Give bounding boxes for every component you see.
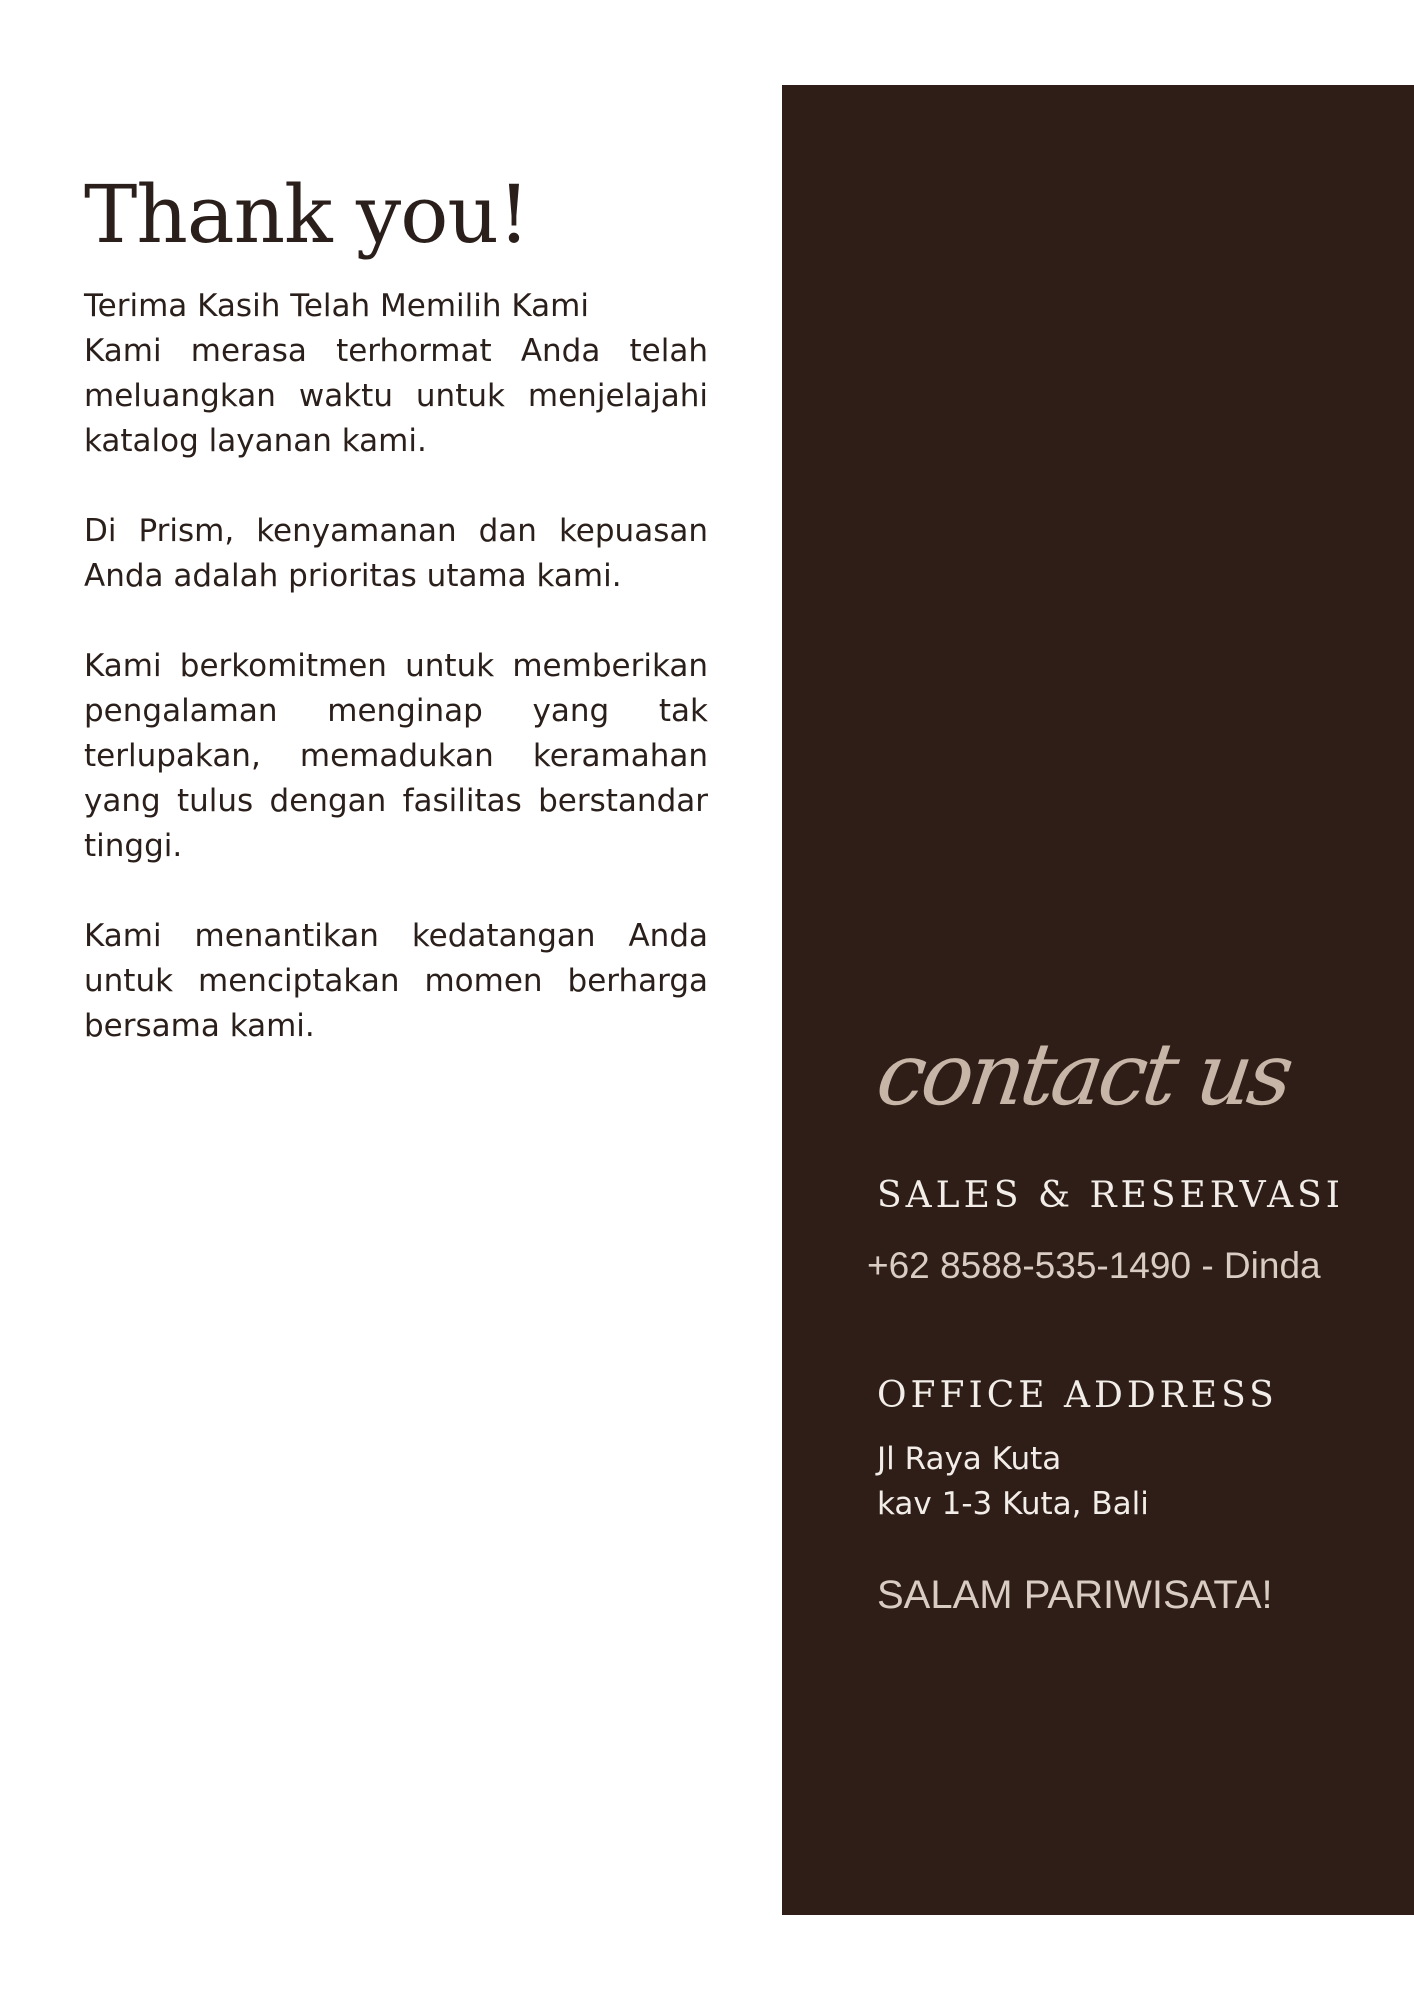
- office-label: OFFICE ADDRESS: [877, 1375, 1278, 1416]
- paragraph-honored: Kami merasa terhormat Anda telah meluangkan waktu untuk menjelajahi katalog layanan kami.: [84, 333, 708, 459]
- closing-text: SALAM PARIWISATA!: [877, 1573, 1273, 1617]
- paragraph-commitment: Kami berkomitmen untuk memberikan pengalaman menginap yang tak terlupakan, memadukan keramahan yang tulus dengan fasilitas berstandar tinggi.: [84, 648, 708, 864]
- phone-number: +62 8588-535-1490 - Dinda: [867, 1245, 1321, 1286]
- paragraph-welcome: Kami menantikan kedatangan Anda untuk menciptakan momen berharga bersama kami.: [84, 918, 708, 1044]
- thank-you-section: [84, 160, 708, 1094]
- contact-panel: [782, 85, 1414, 1915]
- sales-label: SALES & RESERVASI: [877, 1175, 1345, 1216]
- intro-heading: Terima Kasih Telah Memilih Kami: [84, 288, 589, 324]
- paragraph-priority: Di Prism, kenyamanan dan kepuasan Anda adalah prioritas utama kami.: [84, 513, 708, 594]
- page-title: Thank you!: [84, 168, 530, 261]
- address-line-1: Jl Raya Kuta: [877, 1441, 1062, 1477]
- contact-title: contact us: [870, 1025, 1296, 1125]
- address-line-2: kav 1-3 Kuta, Bali: [877, 1486, 1149, 1522]
